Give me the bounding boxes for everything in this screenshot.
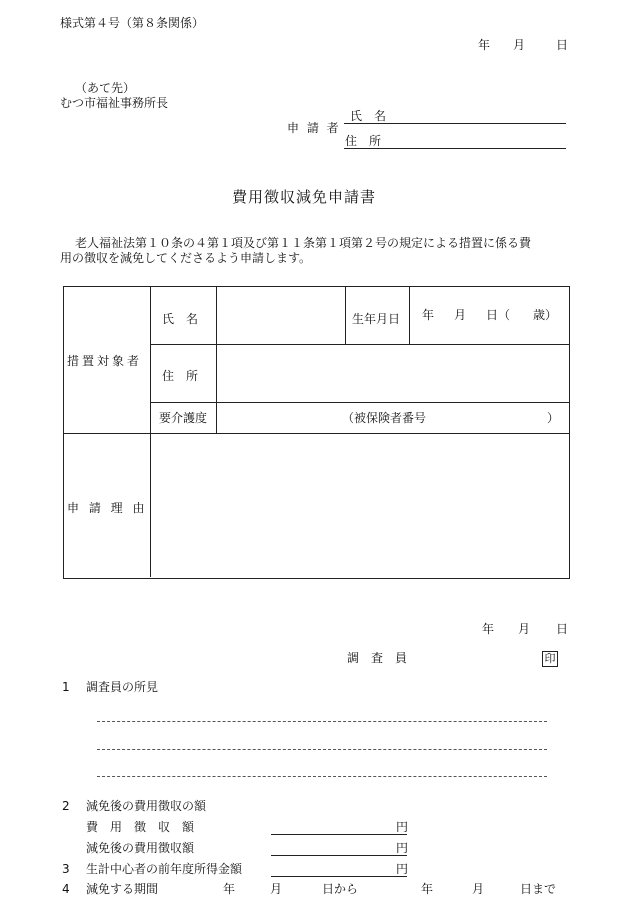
reduced-fee-unit: 円 [396, 841, 409, 855]
insured-number-close: ） [547, 411, 560, 425]
birth-day: 日（ [486, 308, 511, 322]
opinion-line-2 [97, 749, 547, 750]
birth-label: 生年月日 [352, 312, 401, 326]
applicant-label: 申 請 者 [287, 121, 341, 135]
fee-unit: 円 [396, 820, 409, 834]
date-year: 年 [478, 38, 491, 52]
reason-label: 申 請 理 由 [67, 501, 148, 515]
table-col-divider [150, 286, 151, 577]
applicant-name-line [344, 123, 566, 124]
fee-label: 費 用 徴 収 額 [86, 820, 195, 834]
survey-month: 月 [518, 622, 531, 636]
birth-month: 月 [454, 308, 467, 322]
period-to-year: 年 [421, 882, 434, 896]
birth-age: 歳） [533, 308, 558, 322]
item2-label: 減免後の費用徴収の額 [86, 799, 207, 813]
period-from-year: 年 [223, 882, 236, 896]
date-month: 月 [513, 38, 526, 52]
surveyor-label: 調 査 員 [347, 651, 408, 665]
name-label: 氏 名 [162, 312, 199, 326]
item1-label: 調査員の所見 [86, 680, 159, 694]
table-row-divider-2 [150, 402, 569, 403]
reduced-fee-line [271, 855, 407, 856]
birth-year: 年 [422, 308, 435, 322]
item4-label: 減免する期間 [86, 882, 159, 896]
form-number: 様式第４号（第８条関係） [60, 16, 205, 30]
income-unit: 円 [396, 862, 409, 876]
seal-mark: 印 [542, 651, 558, 667]
income-line [271, 876, 407, 877]
reduced-fee-label: 減免後の費用徴収額 [86, 841, 195, 855]
table-col-birth-value [409, 286, 410, 344]
period-from-day: 日から [322, 882, 359, 896]
table-col-name-value [216, 286, 217, 433]
subject-label: 措置対象者 [67, 354, 143, 368]
applicant-address-label: 住 所 [345, 134, 382, 148]
item3-label: 生計中心者の前年度所得金額 [86, 862, 243, 876]
opinion-line-3 [97, 776, 547, 777]
date-day: 日 [556, 38, 569, 52]
period-to-month: 月 [472, 882, 485, 896]
body-line-2: 用の徴収を減免してくださるよう申請します。 [60, 251, 312, 265]
table-row-divider-1 [150, 344, 569, 345]
document-title: 費用徴収減免申請書 [232, 188, 377, 206]
table-col-birth-label [345, 286, 346, 344]
survey-day: 日 [556, 622, 569, 636]
care-level-label: 要介護度 [159, 411, 208, 425]
addressee-name: むつ市福祉事務所長 [60, 96, 169, 110]
item3-number: 3 [62, 862, 70, 876]
addressee-prefix: （あて先） [75, 81, 136, 95]
period-from-month: 月 [270, 882, 283, 896]
address-label: 住 所 [162, 369, 199, 383]
opinion-line-1 [97, 721, 547, 722]
period-to-day: 日まで [520, 882, 557, 896]
item2-number: 2 [62, 799, 70, 813]
item4-number: 4 [62, 882, 70, 896]
applicant-name-label: 氏 名 [350, 109, 387, 123]
item1-number: 1 [62, 680, 70, 694]
fee-line [271, 834, 407, 835]
insured-number-label: （被保険者番号 [342, 411, 427, 425]
applicant-address-line [344, 148, 566, 149]
survey-year: 年 [482, 622, 495, 636]
body-line-1: 老人福祉法第１０条の４第１項及び第１１条第１項第２号の規定による措置に係る費 [75, 236, 532, 250]
table-row-divider-subject [63, 433, 569, 434]
